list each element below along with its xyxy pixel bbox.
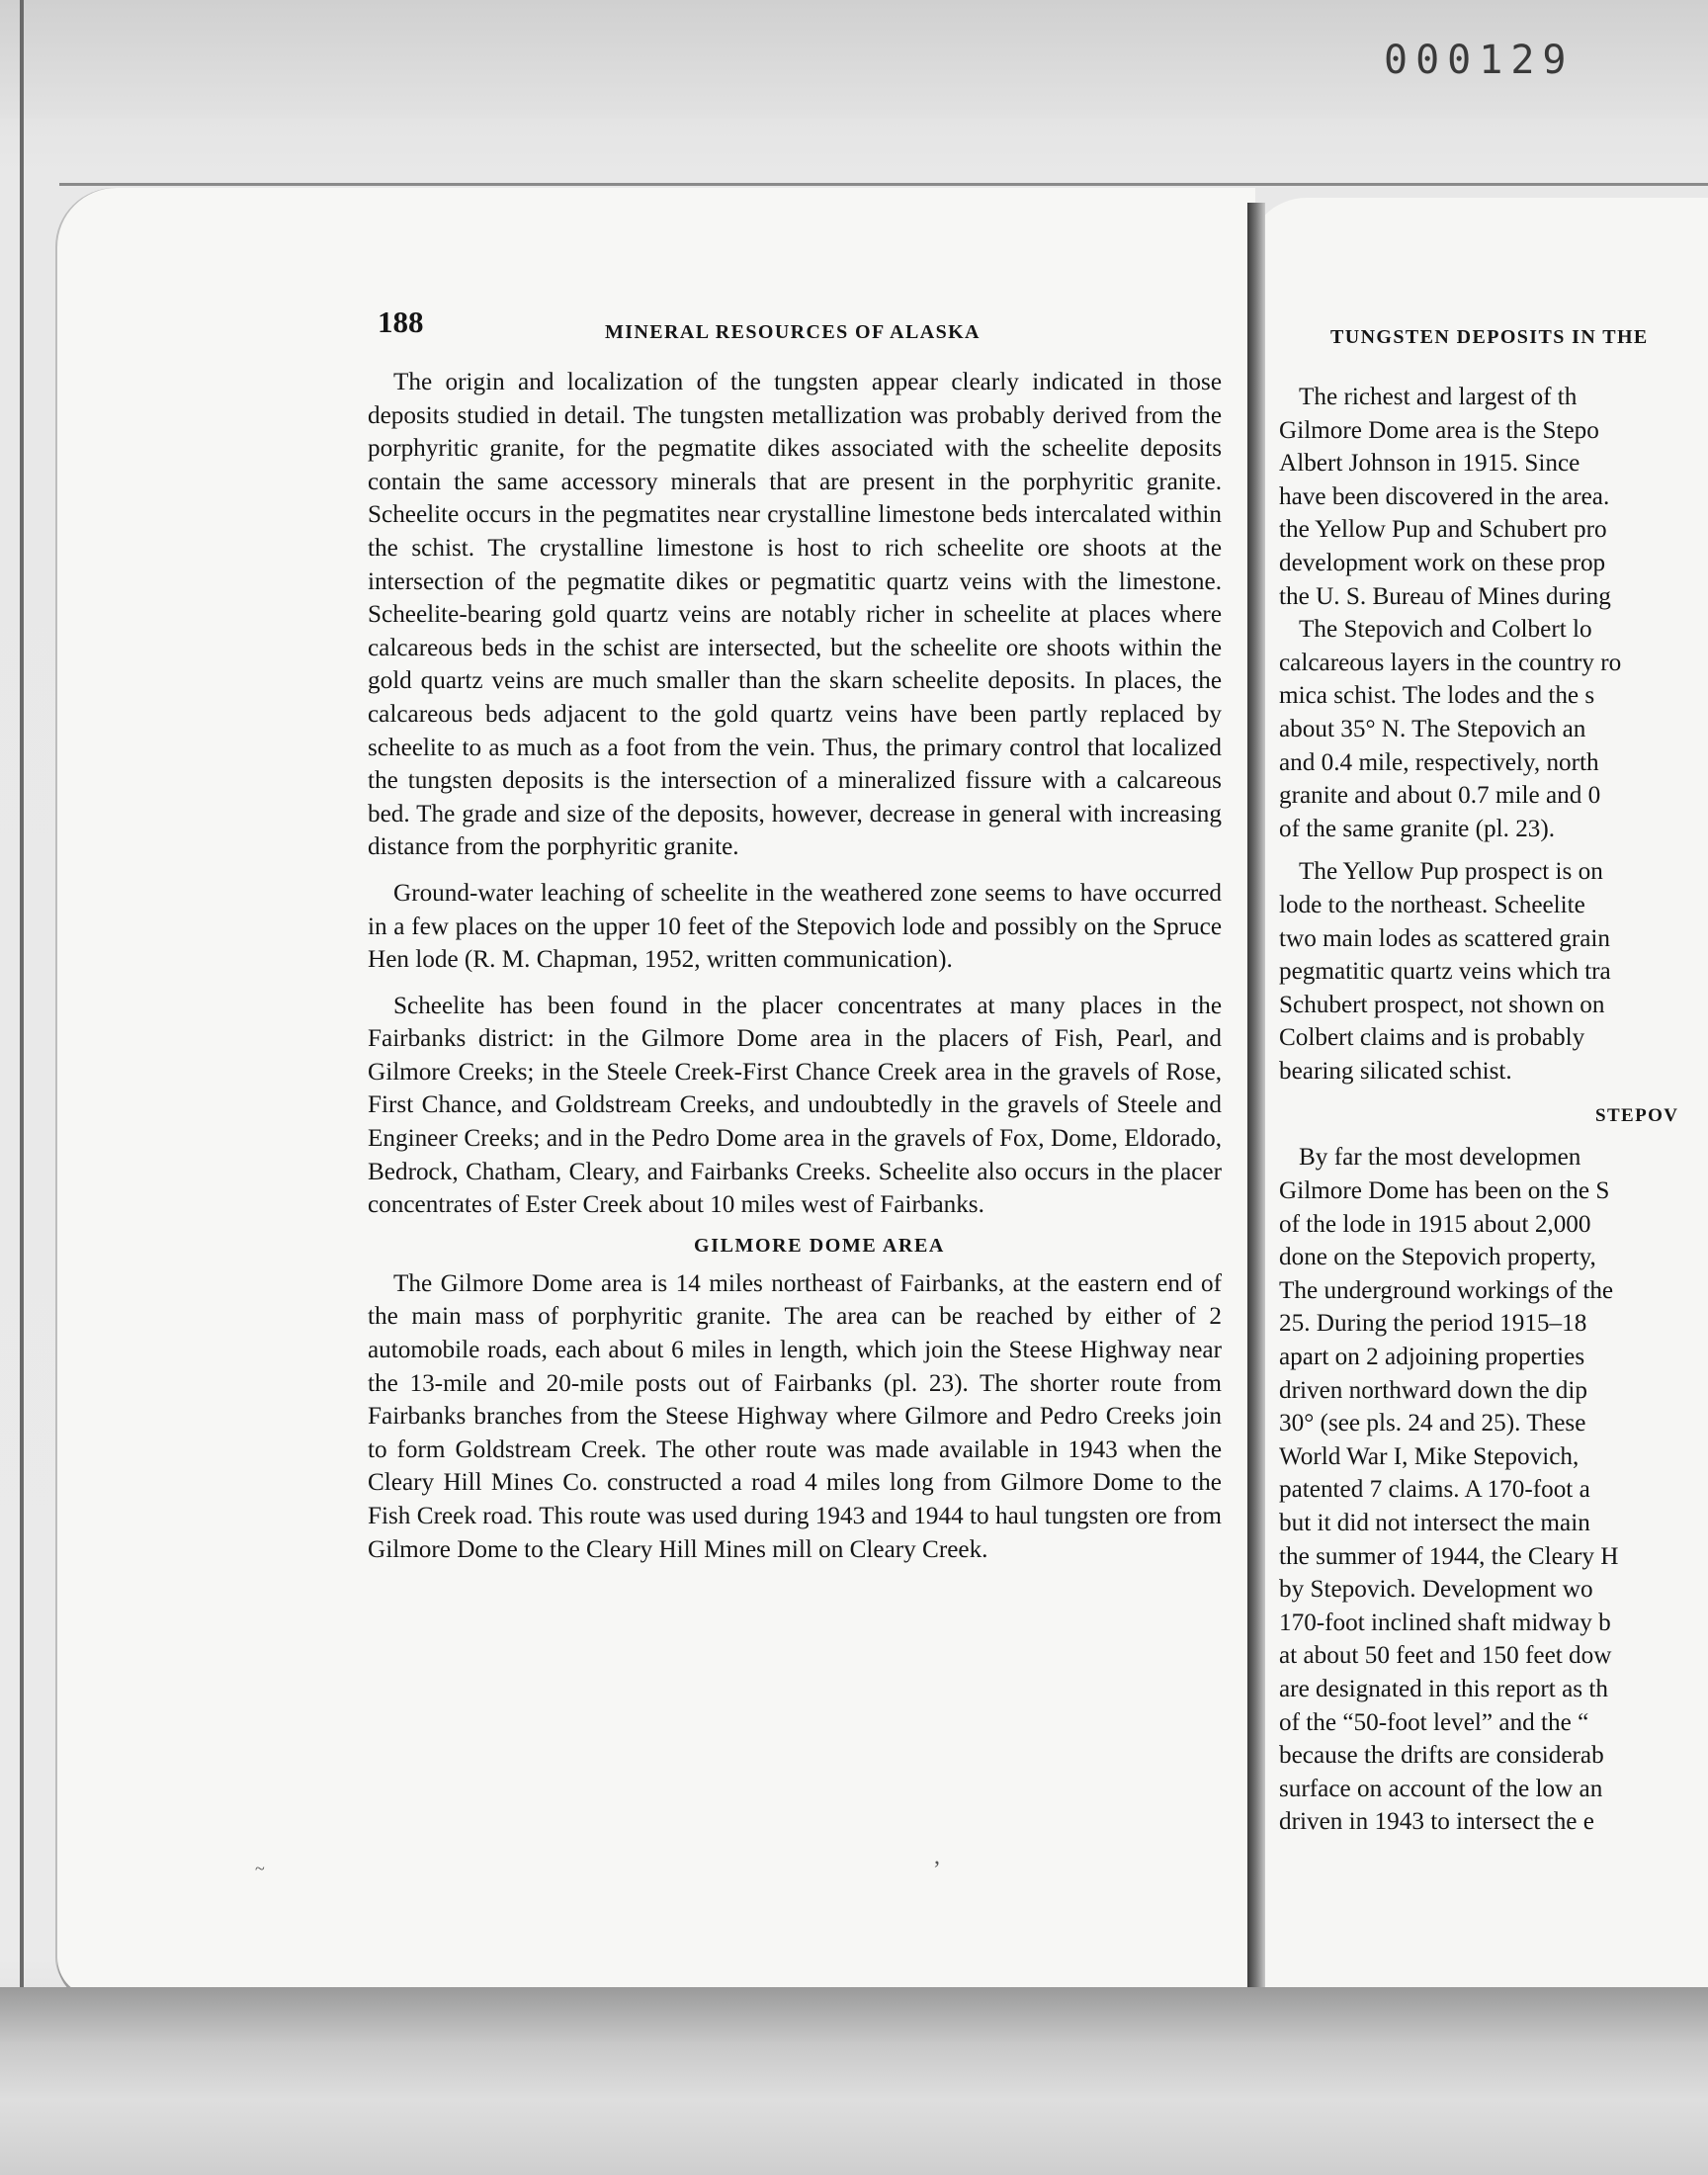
text-line: apart on 2 adjoining properties <box>1279 1344 1585 1371</box>
running-head-left: MINERAL RESOURCES OF ALASKA <box>605 321 981 343</box>
paragraph-placer-concentrates: Scheelite has been found in the placer concentrates at many places in the Fairbanks district: in the Gilmore Dome area in the placers of Fish, Pearl, and Gilmore Creeks; in the Steele Creek-First Chance Creek area in the gravels of Rose, First Chance, and Goldstream Creeks, and undoubtedly in the gravels of Steele and Engineer Creeks; and in the Pedro Dome area in the gravels of Fox, Dome, Eldorado, Bedrock, Chatham, Cleary, and Fairbanks Creeks. Scheelite also occurs in the placer concentrates of Ester Creek about 10 miles west of Fairbanks. <box>368 992 1222 1219</box>
text-line: are designated in this report as th <box>1279 1675 1608 1702</box>
section-heading-stepovich: STEPOV <box>1595 1105 1679 1127</box>
text-line: Colbert claims and is probably <box>1279 1024 1585 1052</box>
text-line: The richest and largest of th <box>1299 384 1578 410</box>
text-line: but it did not intersect the main <box>1279 1510 1590 1536</box>
book-top-edge <box>59 183 1708 186</box>
left-page-text-column <box>368 366 1222 1579</box>
right-block-development <box>1279 1141 1708 1838</box>
text-line: at about 50 feet and 150 feet dow <box>1279 1642 1612 1670</box>
scan-left-edge <box>20 0 24 2175</box>
text-line: and 0.4 mile, respectively, north <box>1279 748 1599 776</box>
text-line: Schubert prospect, not shown on <box>1279 991 1605 1018</box>
text-line: calcareous layers in the country ro <box>1279 649 1622 676</box>
text-line: mica schist. The lodes and the s <box>1279 682 1595 710</box>
text-line: patented 7 claims. A 170-foot a <box>1279 1476 1590 1504</box>
text-line: World War I, Mike Stepovich, <box>1279 1442 1580 1470</box>
text-line: of the same granite (pl. 23). <box>1279 815 1556 842</box>
text-line: development work on these prop <box>1279 549 1606 576</box>
text-line: have been discovered in the area. <box>1279 482 1610 510</box>
right-block-stepovich-colbert <box>1279 613 1708 845</box>
text-line: The Stepovich and Colbert lo <box>1299 616 1592 644</box>
book-gutter <box>1247 203 1265 1992</box>
paragraph-gilmore-dome-access: The Gilmore Dome area is 14 miles northeast of Fairbanks, at the eastern end of the main mass of porphyritic granite. The area can be reached by either of 2 automobile roads, each about 6 miles in length, which join the Steese Highway near the 13-mile and 20-mile posts out of Fairbanks (pl. 23). The shorter route from Fairbanks branches from the Steese Highway where Gilmore and Pedro Creeks join to form Goldstream Creek. The other route was made available in 1943 when the Cleary Hill Mines Co. constructed a road 4 miles long from Gilmore Dome to the Fish Creek road. This route was used during 1943 and 1944 to haul tungsten ore from Gilmore Dome to the Cleary Hill Mines mill on Cleary Creek. <box>368 1269 1222 1563</box>
text-line: 30° (see pls. 24 and 25). These <box>1279 1410 1586 1437</box>
text-line: by Stepovich. Development wo <box>1279 1576 1593 1604</box>
text-line: 25. During the period 1915–18 <box>1279 1310 1587 1338</box>
page-number: 188 <box>378 304 424 339</box>
text-line: the Yellow Pup and Schubert pro <box>1279 516 1607 544</box>
text-line: because the drifts are considerab <box>1279 1742 1604 1770</box>
text-line: driven northward down the dip <box>1279 1376 1587 1404</box>
text-line: lode to the northeast. Scheelite <box>1279 891 1585 918</box>
text-line: Gilmore Dome has been on the S <box>1279 1177 1610 1205</box>
text-line: the U. S. Bureau of Mines during <box>1279 582 1611 610</box>
text-line: pegmatitic quartz veins which tra <box>1279 958 1611 986</box>
text-line: bearing silicated schist. <box>1279 1057 1512 1085</box>
text-line: The underground workings of the <box>1279 1276 1614 1304</box>
section-heading-gilmore-dome: GILMORE DOME AREA <box>694 1234 945 1257</box>
stray-ink-mark: , <box>934 1844 940 1870</box>
text-line: By far the most developmen <box>1299 1144 1581 1172</box>
text-line: about 35° N. The Stepovich an <box>1279 715 1586 742</box>
right-block-richest-deposit <box>1279 381 1708 613</box>
scan-bottom-shadow <box>0 1987 1708 2175</box>
right-block-yellow-pup <box>1279 855 1708 1088</box>
text-line: done on the Stepovich property, <box>1279 1244 1596 1271</box>
text-line: Gilmore Dome area is the Stepo <box>1279 416 1599 444</box>
text-line: 170-foot inclined shaft midway b <box>1279 1609 1611 1636</box>
document-number: 000129 <box>1384 38 1575 83</box>
text-line: the summer of 1944, the Cleary H <box>1279 1542 1619 1570</box>
stray-ink-mark: ~ <box>255 1859 265 1878</box>
paragraph-tungsten-origin: The origin and localization of the tungsten appear clearly indicated in those deposits studied in detail. The tungsten metallization was probably derived from the porphyritic granite, for the pegmatite dikes associated with the scheelite deposits contain the same accessory minerals that are present in the porphyritic granite. Scheelite occurs in the pegmatites near crystalline limestone beds intercalated within the schist. The crystalline limestone is host to rich scheelite ore shoots at the intersection of the pegmatite dikes or pegmatitic quartz veins with the limestone. Scheelite-bearing gold quartz veins are notably richer in scheelite at places where calcareous beds in the schist are intersected, but the scheelite ore shoots within the gold quartz veins are much smaller than the skarn scheelite deposits. In places, the calcareous beds adjacent to the gold quartz veins have been partly replaced by scheelite to as much as a foot from the vein. Thus, the primary control that localized the tungsten deposits is the intersection of a mineralized fissure with a calcareous bed. The grade and size of the deposits, however, decrease in general with increasing distance from the porphyritic granite. <box>368 369 1222 861</box>
text-line: driven in 1943 to intersect the e <box>1279 1808 1594 1836</box>
text-line: of the “50-foot level” and the “ <box>1279 1708 1589 1736</box>
text-line: granite and about 0.7 mile and 0 <box>1279 782 1601 810</box>
text-line: Albert Johnson in 1915. Since <box>1279 450 1580 478</box>
right-page-text-column <box>1279 381 1708 1893</box>
text-line: of the lode in 1915 about 2,000 <box>1279 1210 1591 1238</box>
text-line: two main lodes as scattered grain <box>1279 924 1611 952</box>
running-head-right: TUNGSTEN DEPOSITS IN THE <box>1330 326 1649 348</box>
text-line: The Yellow Pup prospect is on <box>1299 858 1603 886</box>
paragraph-ground-water-leaching: Ground-water leaching of scheelite in the weathered zone seems to have occurred in a few places on the upper 10 feet of the Stepovich lode and possibly on the Spruce Hen lode (R. M. Chapman, 1952, written communication). <box>368 879 1222 974</box>
text-line: surface on account of the low an <box>1279 1775 1603 1802</box>
